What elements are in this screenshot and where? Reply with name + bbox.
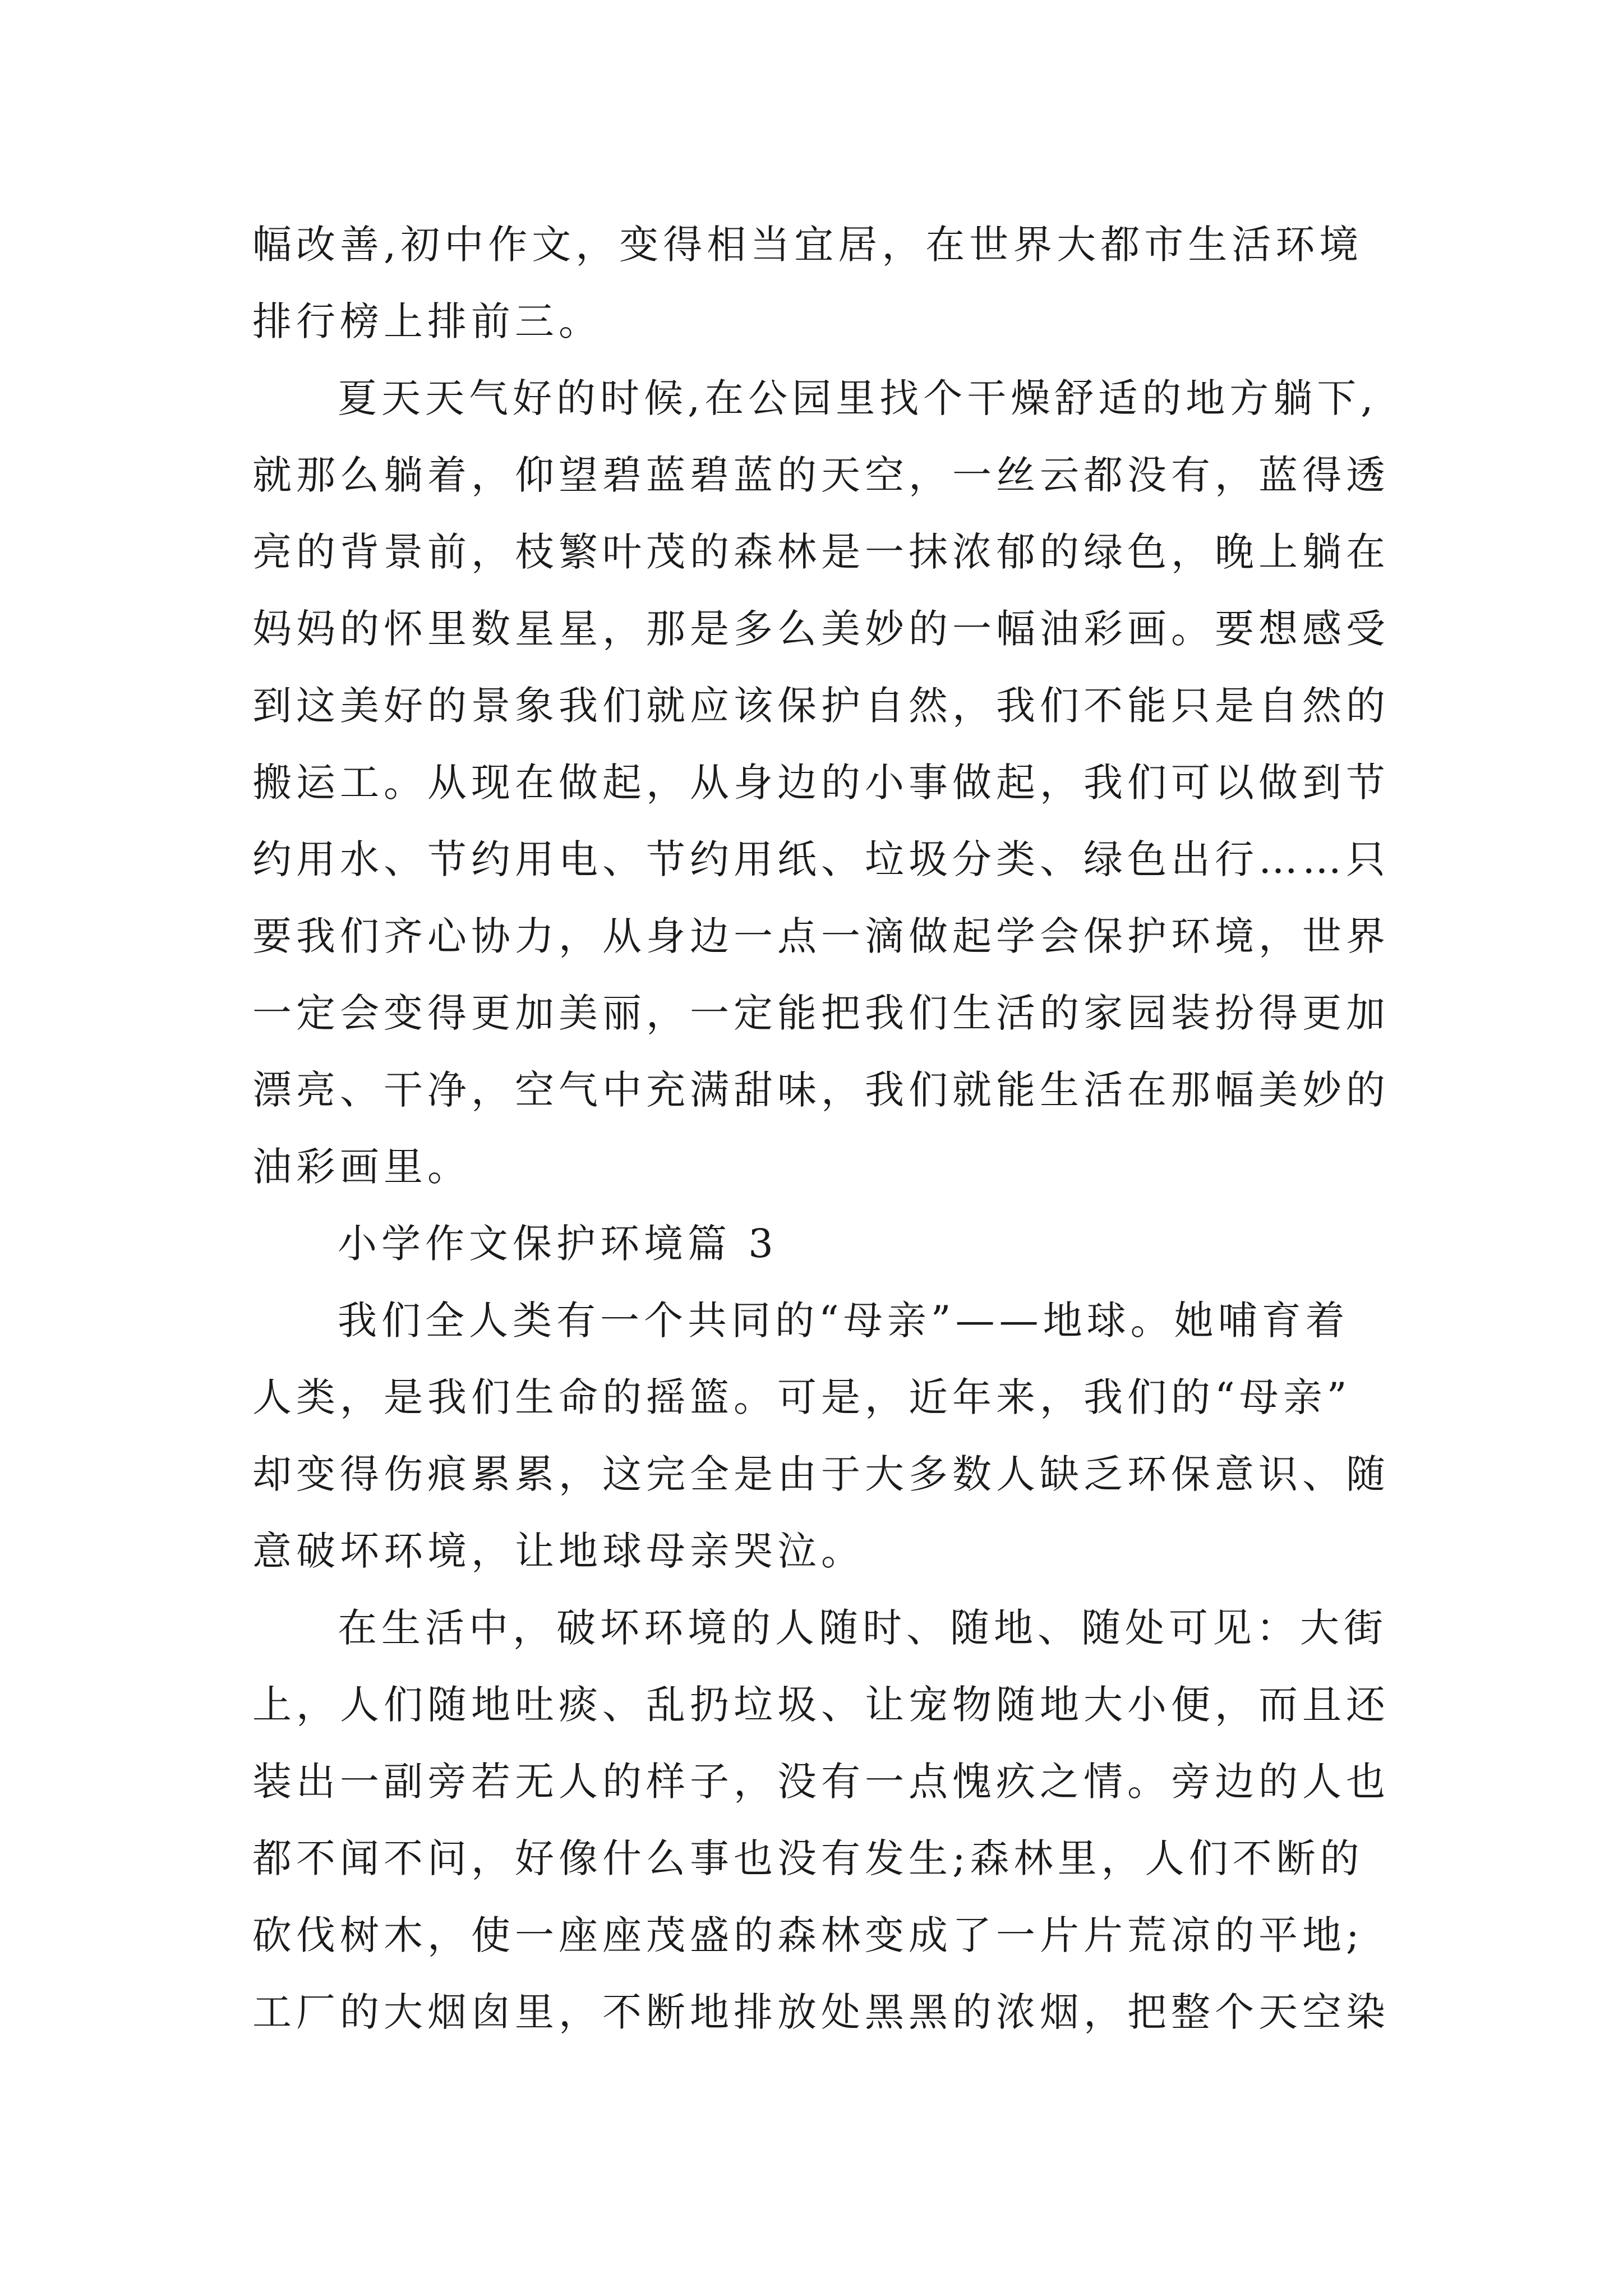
text-line: 约用水、节约用电、节约用纸、垃圾分类、绿色出行……只 bbox=[252, 836, 1390, 882]
text-line: 搬运工。从现在做起，从身边的小事做起，我们可以做到节 bbox=[252, 760, 1390, 806]
text-line: 亮的背景前，枝繁叶茂的森林是一抹浓郁的绿色，晚上躺在 bbox=[252, 529, 1390, 575]
text-line: 在生活中，破坏环境的人随时、随地、随处可见：大街 bbox=[338, 1605, 1387, 1651]
text-line: 我们全人类有一个共同的“母亲”——地球。她哺育着 bbox=[338, 1297, 1349, 1343]
text-line: 就那么躺着，仰望碧蓝碧蓝的天空，一丝云都没有，蓝得透 bbox=[252, 452, 1390, 498]
text-line: 要我们齐心协力，从身边一点一滴做起学会保护环境，世界 bbox=[252, 913, 1390, 959]
text-line: 漂亮、干净，空气中充满甜味，我们就能生活在那幅美妙的 bbox=[252, 1067, 1390, 1113]
text-line: 到这美好的景象我们就应该保护自然，我们不能只是自然的 bbox=[252, 683, 1390, 729]
document-body bbox=[252, 206, 1430, 2051]
text-line: 砍伐树木，使一座座茂盛的森林变成了一片片荒凉的平地; bbox=[252, 1912, 1364, 1958]
text-line: 工厂的大烟囱里，不断地排放处黑黑的浓烟，把整个天空染 bbox=[252, 1989, 1390, 2035]
section-heading: 小学作文保护环境篇 3 bbox=[338, 1221, 778, 1267]
text-line: 油彩画里。 bbox=[252, 1144, 471, 1190]
text-line: 夏天天气好的时候,在公园里找个干燥舒适的地方躺下, bbox=[338, 375, 1378, 421]
text-line: 上，人们随地吐痰、乱扔垃圾、让宠物随地大小便，而且还 bbox=[252, 1682, 1390, 1728]
text-line: 都不闻不问，好像什么事也没有发生;森林里，人们不断的 bbox=[252, 1835, 1364, 1881]
text-line: 装出一副旁若无人的样子，没有一点愧疚之情。旁边的人也 bbox=[252, 1759, 1390, 1805]
text-line: 妈妈的怀里数星星，那是多么美妙的一幅油彩画。要想感受 bbox=[252, 606, 1390, 652]
text-line: 排行榜上排前三。 bbox=[252, 298, 602, 344]
text-line: 一定会变得更加美丽，一定能把我们生活的家园装扮得更加 bbox=[252, 990, 1390, 1036]
text-line: 却变得伤痕累累，这完全是由于大多数人缺乏环保意识、随 bbox=[252, 1451, 1390, 1497]
text-line: 意破坏环境，让地球母亲哭泣。 bbox=[252, 1528, 865, 1574]
text-line: 人类，是我们生命的摇篮。可是，近年来，我们的“母亲” bbox=[252, 1374, 1352, 1420]
text-line: 幅改善,初中作文，变得相当宜居，在世界大都市生活环境 bbox=[252, 222, 1363, 268]
